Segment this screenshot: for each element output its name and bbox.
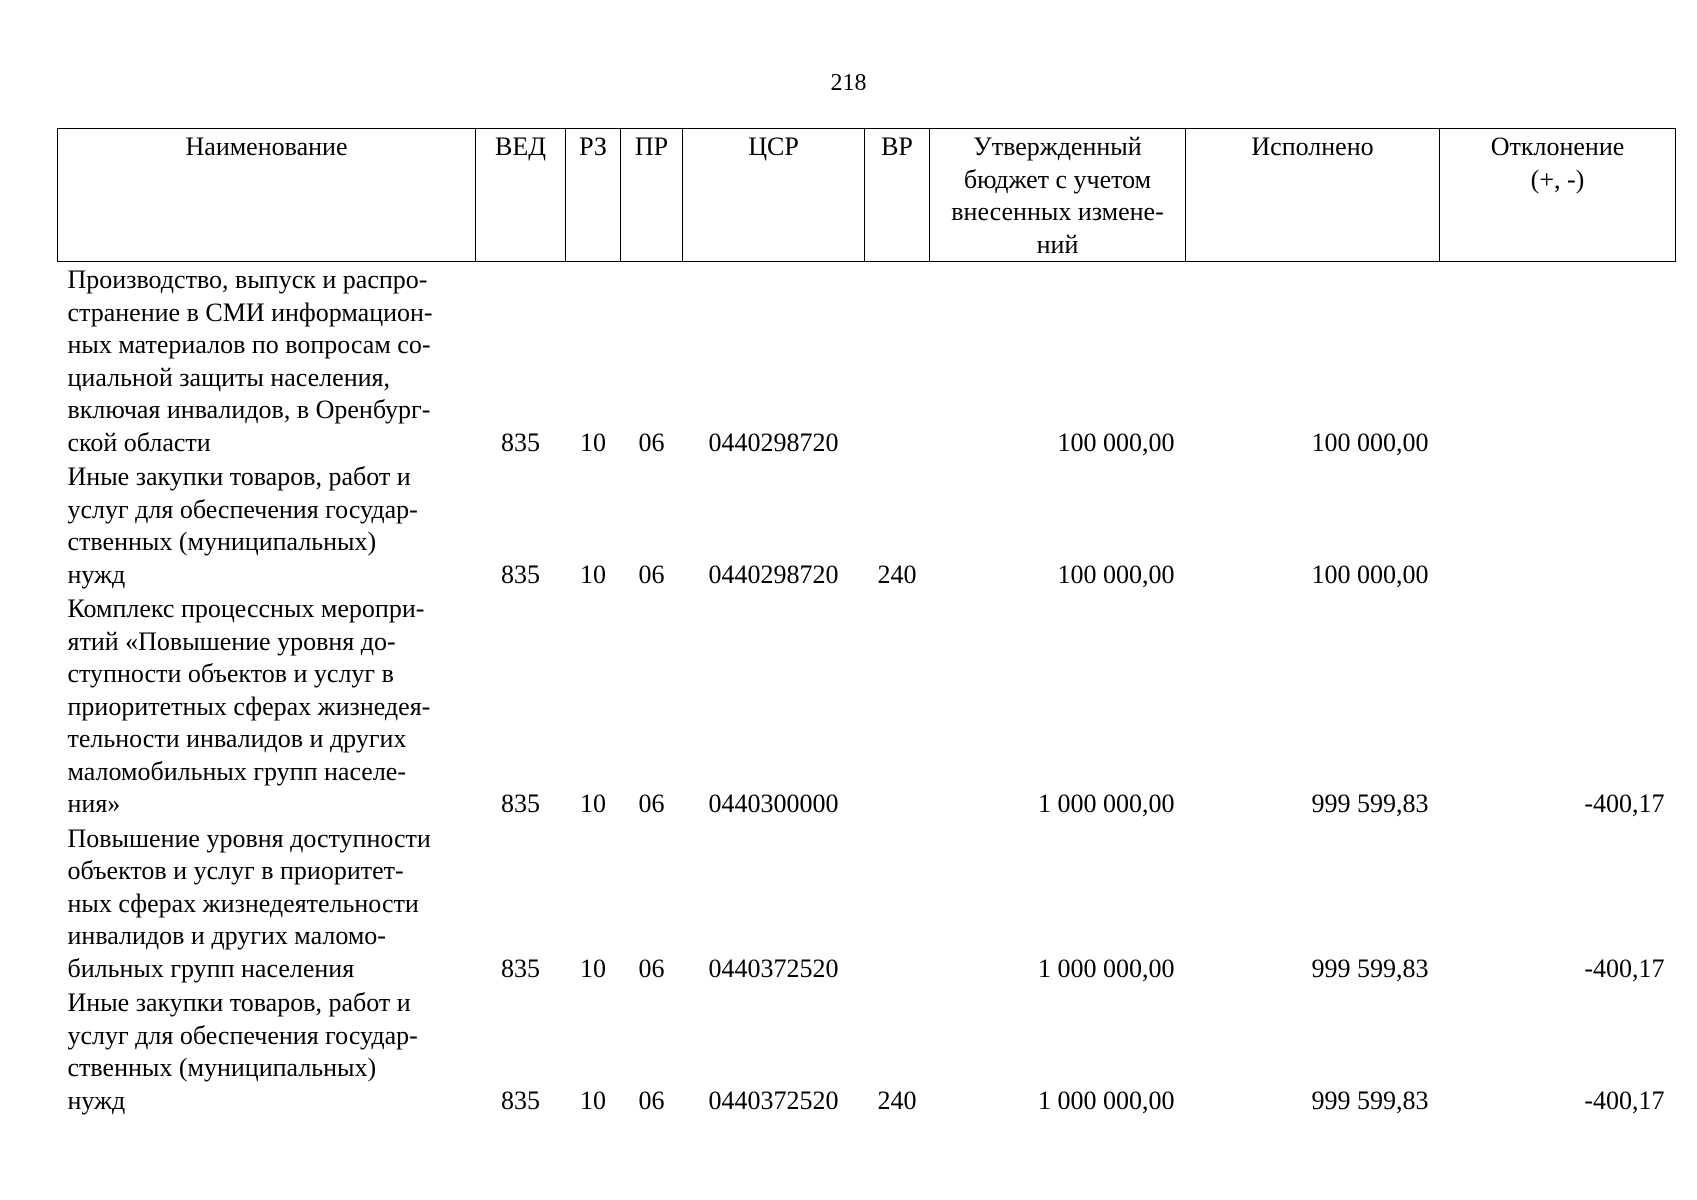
cell-approved: 1 000 000,00	[1038, 789, 1175, 818]
cell-executed: 999 599,83	[1311, 1085, 1429, 1115]
cell-rz: 10	[580, 427, 606, 457]
cell-pr: 06	[638, 559, 665, 589]
cell-ved: 835	[501, 1085, 540, 1115]
name-line: циальной защиты населения,	[67, 362, 390, 392]
cell-vr: 240	[877, 559, 917, 589]
cell-deviation: -400,17	[1584, 953, 1665, 983]
name-line: ской области	[67, 427, 211, 457]
header-deviation-line: (+, -)	[1530, 164, 1585, 194]
name-line: Иные закупки товаров, работ и	[67, 988, 411, 1017]
cell-rz: 10	[580, 1085, 606, 1115]
cell-ved: 835	[501, 789, 540, 818]
name-line: приоритетных сферах жизнедея-	[67, 691, 431, 721]
cell-name	[58, 985, 476, 1117]
cell-pr: 06	[638, 953, 665, 983]
cell-rz: 10	[580, 559, 606, 589]
cell-vr	[865, 591, 930, 821]
table-row	[58, 985, 1676, 1117]
name-line: Производство, выпуск и распро-	[67, 265, 428, 294]
name-line: услуг для обеспечения государ-	[67, 494, 418, 524]
header-approved-line: внесенных измене-	[951, 197, 1164, 226]
cell-vr	[865, 262, 930, 460]
cell-rz: 10	[580, 953, 606, 983]
name-line: услуг для обеспечения государ-	[67, 1020, 418, 1050]
header-approved	[930, 129, 1186, 262]
name-line: объектов и услуг в приоритет-	[67, 856, 404, 885]
name-line: нужд	[67, 1085, 126, 1115]
cell-vr	[865, 821, 930, 986]
name-line: ственных (муниципальных)	[67, 1053, 377, 1082]
table-row	[58, 459, 1676, 591]
cell-name	[58, 262, 476, 460]
name-line: Комплекс процессных меропри-	[67, 594, 425, 623]
cell-executed: 100 000,00	[1311, 559, 1429, 589]
header-executed: Исполнено	[1186, 129, 1440, 262]
cell-deviation	[1440, 262, 1676, 460]
cell-deviation: -400,17	[1584, 789, 1665, 818]
name-line: ятий «Повышение уровня до-	[67, 626, 396, 656]
cell-pr: 06	[638, 1085, 665, 1115]
cell-csr: 0440372520	[708, 953, 839, 983]
budget-table	[57, 128, 1676, 1117]
header-deviation-line: Отклонение	[1490, 132, 1625, 161]
name-line: ственных (муниципальных)	[67, 527, 377, 556]
cell-ved: 835	[501, 427, 540, 457]
table-row	[58, 591, 1676, 821]
name-line: ных материалов по вопросам со-	[67, 330, 431, 359]
name-line: нужд	[67, 559, 126, 589]
cell-approved: 1 000 000,00	[1038, 953, 1175, 983]
header-approved-line: ний	[1036, 229, 1079, 259]
name-line: тельности инвалидов и других	[67, 724, 407, 753]
header-deviation	[1440, 129, 1676, 262]
cell-ved: 835	[501, 953, 540, 983]
cell-csr: 0440372520	[708, 1085, 839, 1115]
name-line: Повышение уровня доступности	[67, 823, 431, 853]
name-line: включая инвалидов, в Оренбург-	[67, 395, 431, 424]
cell-pr: 06	[638, 427, 665, 457]
table-row	[58, 262, 1676, 460]
name-line: ных сферах жизнедеятельности	[67, 888, 419, 918]
name-line: маломобильных групп населе-	[67, 756, 407, 786]
header-rz: РЗ	[566, 129, 621, 262]
cell-csr: 0440298720	[708, 559, 839, 589]
name-line: инвалидов и других маломо-	[67, 921, 386, 950]
cell-csr: 0440298720	[708, 427, 839, 457]
cell-deviation: -400,17	[1584, 1085, 1665, 1115]
header-csr: ЦСР	[683, 129, 865, 262]
name-line: Иные закупки товаров, работ и	[67, 462, 411, 491]
cell-rz: 10	[580, 789, 606, 818]
cell-deviation	[1440, 459, 1676, 591]
header-approved-line: бюджет с учетом	[963, 164, 1152, 194]
cell-name	[58, 821, 476, 986]
table-row	[58, 821, 1676, 986]
cell-ved: 835	[501, 559, 540, 589]
cell-name	[58, 591, 476, 821]
table-header-row	[58, 129, 1676, 262]
cell-csr: 0440300000	[708, 789, 839, 818]
cell-approved: 100 000,00	[1057, 559, 1175, 589]
cell-vr: 240	[877, 1085, 917, 1115]
cell-approved: 1 000 000,00	[1038, 1085, 1175, 1115]
cell-name	[58, 459, 476, 591]
name-line: бильных групп населения	[67, 953, 355, 983]
cell-pr: 06	[638, 789, 665, 818]
cell-executed: 999 599,83	[1311, 953, 1429, 983]
header-pr: ПР	[621, 129, 683, 262]
name-line: ния»	[67, 789, 121, 818]
name-line: странение в СМИ информацион-	[67, 297, 433, 327]
cell-executed: 999 599,83	[1311, 789, 1429, 818]
header-approved-line: Утвержденный	[973, 132, 1142, 161]
cell-approved: 100 000,00	[1057, 427, 1175, 457]
page-number: 218	[830, 70, 867, 96]
name-line: ступности объектов и услуг в	[67, 659, 394, 688]
header-ved: ВЕД	[476, 129, 566, 262]
cell-executed: 100 000,00	[1311, 427, 1429, 457]
header-vr: ВР	[865, 129, 930, 262]
header-name: Наименование	[58, 129, 476, 262]
